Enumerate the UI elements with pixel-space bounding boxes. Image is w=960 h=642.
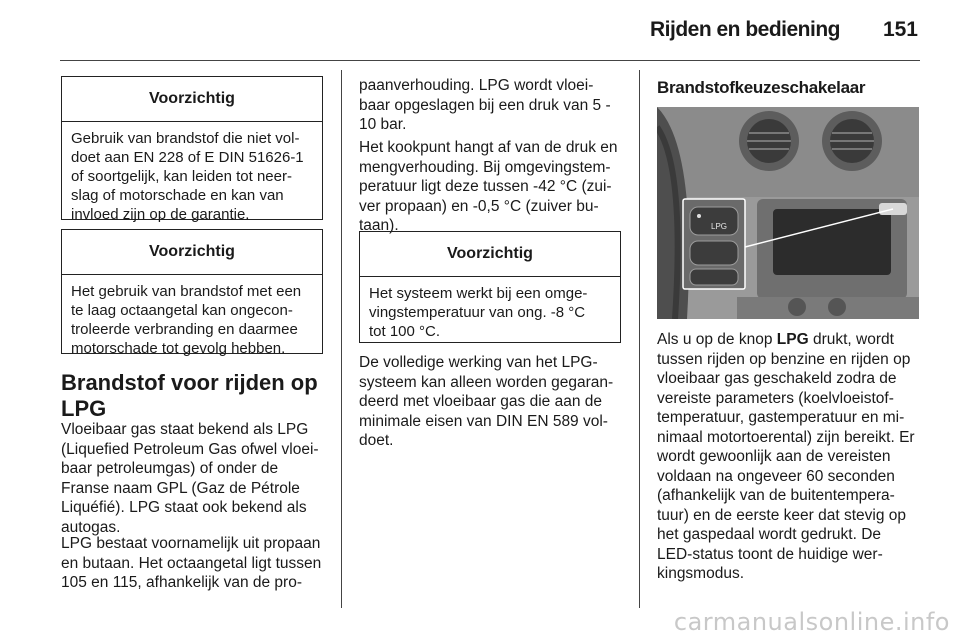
page-header-title: Rijden en bediening xyxy=(649,18,840,41)
air-vent-icon xyxy=(739,111,799,171)
paragraph-text: drukt, wordt tussen rijden op benzine en rijden op vloeibaar gas geschakeld zodra de vereiste parameters (koelvloeistof- temperatuur, gastemperatuur en mi- nimaal motortoerental) zijn bereikt. Er wordt gewoonlijk aan de vereisten voldaan na ongeveer 60 seconden (afhankelijk van de buitentempera- tuur) en de eerste keer dat stevig op het gaspedaal wordt gedrukt. De LED-status toont de huidige wer- kingsmodus. xyxy=(657,331,915,582)
body-paragraph: Vloeibaar gas staat bekend als LPG (Liquefied Petroleum Gas ofwel vloei- baar petroleumgas) of onder de Franse naam GPL (Gaz de Pétrole Liquéfié). LPG staat ook bekend als autogas. xyxy=(61,421,319,536)
body-paragraph: LPG bestaat voornamelijk uit propaan en butaan. Het octaangetal ligt tussen 105 en 115, afhankelijk van de pro- xyxy=(61,535,322,591)
air-vent-icon xyxy=(822,111,882,171)
body-paragraph: Het kookpunt hangt af van de druk en mengverhouding. Bij omgevingstem- peratuur ligt deze tussen -42 °C (zui- ver propaan) en -0,5 °C (zuiver bu- taan). xyxy=(359,139,618,234)
warning-box xyxy=(61,76,323,223)
warning-text: Het gebruik van brandstof met een te laag octaangetal kan ongecon- troleerde verbranding en daarmee motorschade tot gevolg hebben. xyxy=(71,283,302,357)
warning-box xyxy=(359,231,621,343)
lpg-button-reference: LPG xyxy=(776,331,809,348)
lpg-button-label: LPG xyxy=(711,222,728,231)
body-paragraph: paanverhouding. LPG wordt vloei- baar opgeslagen bij een druk van 5 - 10 bar. xyxy=(359,77,611,133)
dashboard-photo xyxy=(657,107,919,319)
paragraph-text: Als u op de knop xyxy=(657,331,777,348)
warning-title: Voorzichtig xyxy=(360,232,620,277)
header-rule xyxy=(60,60,920,61)
warning-text: Gebruik van brandstof die niet vol- doet aan EN 228 of E DIN 51626-1 of soortgelijk, kan leiden tot neer- slag of motorschade en kan van invloed zijn op de garantie. xyxy=(71,130,304,223)
warning-title: Voorzichtig xyxy=(62,77,322,122)
warning-box xyxy=(61,229,323,357)
column-divider xyxy=(639,70,640,608)
column-divider xyxy=(341,70,342,608)
warning-text: Het systeem werkt bij een omge- vingstemperatuur van ong. -8 °C tot 100 °C. xyxy=(369,285,588,340)
body-paragraph: De volledige werking van het LPG- systeem kan alleen worden gegaran- deerd met vloeibaar gas die aan de minimale eisen van DIN EN 589 vol- doet. xyxy=(359,354,614,449)
warning-title: Voorzichtig xyxy=(62,230,322,275)
watermark: carmanualsonline.info xyxy=(673,608,950,636)
section-subheading: Brandstofkeuzeschakelaar xyxy=(657,78,866,97)
section-heading: Brandstof voor rijden op LPG xyxy=(61,370,318,421)
body-paragraph xyxy=(657,330,927,584)
page-number: 151 xyxy=(882,18,918,41)
dashboard-illustration xyxy=(657,107,919,319)
